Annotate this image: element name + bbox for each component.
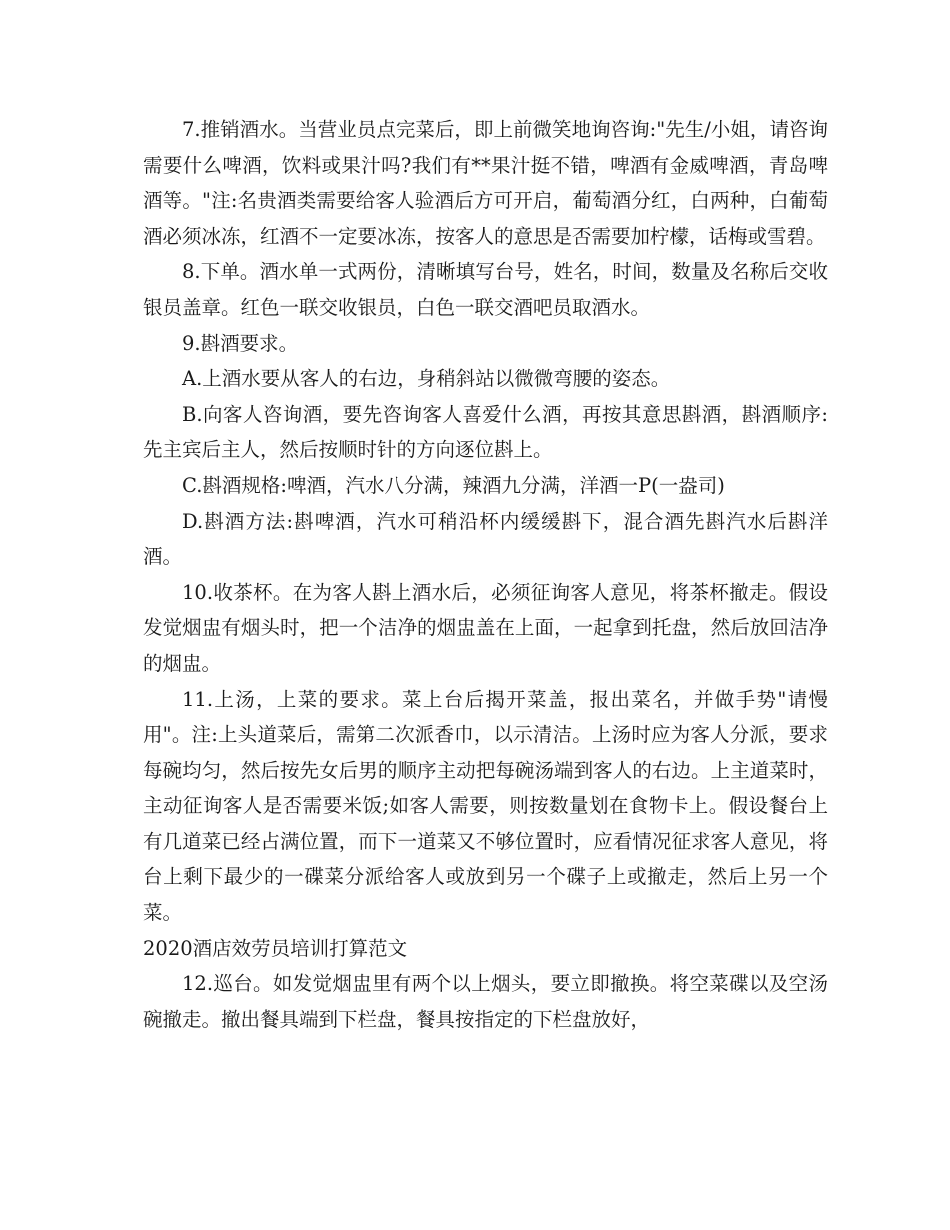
paragraph-9c: C.斟酒规格:啤酒，汽水八分满，辣酒九分满，洋酒一P(一盎司) xyxy=(182,473,725,497)
paragraph-9: 9.斟酒要求。 xyxy=(182,331,299,355)
paragraph-11: 11.上汤，上菜的要求。菜上台后揭开菜盖，报出菜名，并做手势"请慢用"。注:上头道菜后，需第二次派香巾，以示清洁。上汤时应为客人分派，要求每碗均匀，然后按先女后男的顺序主动把每碗汤端到客人的右边。上主道菜时，主动征询客人是否需要米饭;如客人需要，则按数量划在食物卡上。假设餐台上有几道菜已经占满位置，而下一道菜又不够位置时，应看情况征求客人意见，将台上剩下最少的一碟菜分派给客人或放到另一个碟子上或撤走，然后上另一个菜。 xyxy=(143,687,828,925)
paragraph-10: 10.收茶杯。在为客人斟上酒水后，必须征询客人意见，将茶杯撤走。假设发觉烟盅有烟头时，把一个洁净的烟盅盖在上面，一起拿到托盘，然后放回洁净的烟盅。 xyxy=(143,580,828,675)
section-title: 2020酒店效劳员培训打算范文 xyxy=(143,936,408,960)
paragraph-9d: D.斟酒方法:斟啤酒，汽水可稍沿杯内缓缓斟下，混合酒先斟汽水后斟洋酒。 xyxy=(143,509,828,569)
paragraph-7: 7.推销酒水。当营业员点完菜后，即上前微笑地询咨询:"先生/小姐，请咨询需要什么啤酒，饮料或果汁吗?我们有**果汁挺不错，啤酒有金威啤酒，青岛啤酒等。"注:名贵酒类需要给客人验酒后方可开启，葡萄酒分红，白两种，白葡萄酒必须冰冻，红酒不一定要冰冻，按客人的意思是否需要加柠檬，话梅或雪碧。 xyxy=(143,118,828,248)
paragraph-9b: B.向客人咨询酒，要先咨询客人喜爱什么酒，再按其意思斟酒，斟酒顺序:先主宾后主人，然后按顺时针的方向逐位斟上。 xyxy=(143,402,828,462)
paragraph-9a: A.上酒水要从客人的右边，身稍斜站以微微弯腰的姿态。 xyxy=(182,367,671,391)
paragraph-8: 8.下单。酒水单一式两份，清晰填写台号，姓名，时间，数量及名称后交收银员盖章。红色一联交收银员，白色一联交酒吧员取酒水。 xyxy=(143,260,828,319)
paragraph-12: 12.巡台。如发觉烟盅里有两个以上烟头，要立即撤换。将空菜碟以及空汤碗撤走。撤出餐具端到下栏盘，餐具按指定的下栏盘放好， xyxy=(143,972,828,1031)
document-page xyxy=(143,112,828,1037)
